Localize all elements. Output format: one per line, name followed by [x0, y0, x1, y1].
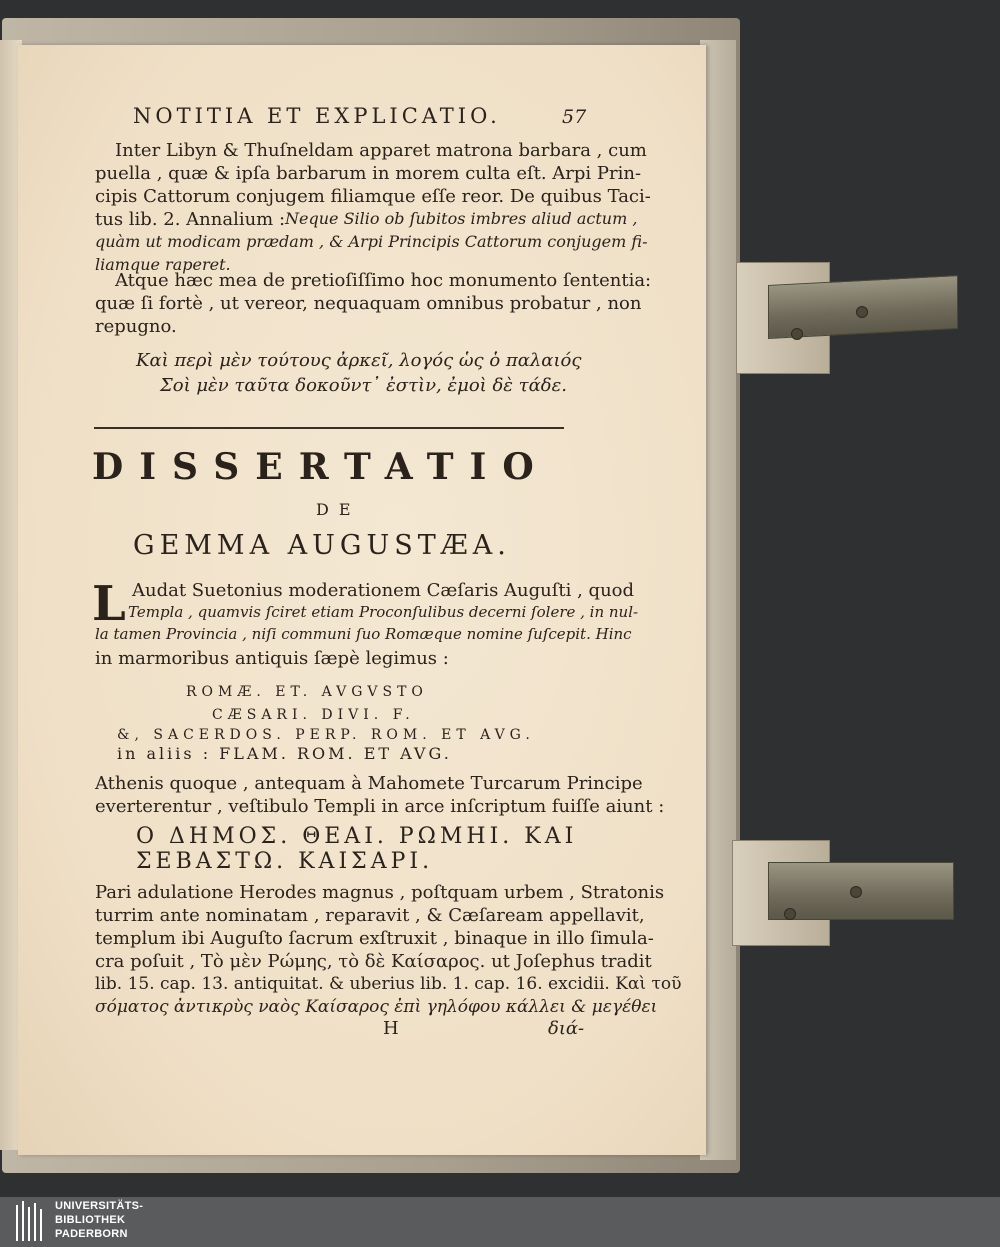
dissertation-subtitle: GEMMA AUGUSTÆA.	[133, 530, 511, 561]
greek-inscription-line: Ο ΔΗΜΟΣ. ΘΕΑΙ. ΡΩΜΗΙ. ΚΑΙ	[136, 824, 578, 849]
text-line: quæ ſi fortè , ut vereor, nequaquam omnibus probatur , non	[95, 293, 642, 314]
signature-mark: H	[383, 1018, 399, 1039]
text-line: Atque hæc mea de pretioſiſſimo hoc monumento ſententia:	[115, 270, 652, 291]
text-line-italic: Neque Silio ob ſubitos imbres aliud actum ,	[285, 209, 638, 228]
library-name-line2: BIBLIOTHEK	[55, 1214, 126, 1226]
text-line: turrim ante nominatam , reparavit , & Cæſaream appellavit,	[95, 905, 645, 926]
upper-clasp	[736, 262, 958, 372]
greek-verse-line: Σοὶ μὲν ταῦτα δοκοῦντ᾽ ἐστὶν, ἐμοὶ δὲ τάδε.	[160, 375, 568, 396]
text-line: cra poſuit , Τὸ μὲν Ρώμης, τὸ δὲ Καίσαρος. ut Joſephus tradit	[95, 951, 652, 972]
section-rule	[94, 427, 564, 429]
text-line: Audat Suetonius moderationem Cæſaris Auguſti , quod	[132, 580, 635, 601]
text-line: Inter Libyn & Thuſneldam apparet matrona barbara , cum	[115, 140, 647, 161]
text-line: Athenis quoque , antequam à Mahomete Turcarum Principe	[95, 773, 643, 794]
greek-verse-line: Καὶ περὶ μὲν τούτους ἀρκεῖ, λογός ὡς ὁ παλαιός	[136, 350, 582, 371]
text-line-italic: liamque raperet.	[95, 255, 231, 274]
text-line-italic: quàm ut modicam prædam , & Arpi Principis Cattorum conjugem fi-	[95, 232, 648, 251]
drop-cap: L	[92, 576, 126, 632]
library-name-line3: PADERBORN	[55, 1228, 128, 1240]
inscription-line: in aliis : FLAM. ROM. ET AVG.	[117, 744, 452, 763]
lower-clasp	[732, 840, 954, 946]
inscription-line: CÆSARI. DIVI. F.	[212, 707, 415, 723]
text-line-italic: la tamen Provincia , niſi communi ſuo Romæque nomine ſuſcepit. Hinc	[95, 625, 632, 643]
text-line-greek: σόματος ἀντικρὺς ναὸς Καίσαρος ἐπὶ γηλόφου κάλλει & μεγέθει	[95, 997, 658, 1017]
library-name-line1: UNIVERSITÄTS-	[55, 1200, 144, 1212]
text-line: repugno.	[95, 316, 177, 337]
text-line: puella , quæ & ipſa barbarum in morem culta eſt. Arpi Prin-	[95, 163, 642, 184]
inscription-line: ROMÆ. ET. AVGVSTO	[186, 684, 428, 700]
text-line: cipis Cattorum conjugem filiamque eſſe reor. De quibus Taci-	[95, 186, 651, 207]
text-line: Pari adulatione Herodes magnus , poſtquam urbem , Stratonis	[95, 882, 665, 903]
text-line-italic: Templa , quamvis ſciret etiam Proconſulibus decerni ſolere , in nul-	[128, 603, 639, 621]
library-footer	[0, 1197, 1000, 1247]
catchword: διά-	[548, 1018, 585, 1039]
greek-inscription-line: ΣΕΒΑΣΤΩ. ΚΑΙΣΑΡΙ.	[136, 849, 434, 874]
text-line: lib. 15. cap. 13. antiquitat. & uberius lib. 1. cap. 16. excidii. Καὶ τοῦ	[95, 974, 682, 994]
library-logo-icon	[14, 1201, 52, 1243]
text-line: in marmoribus antiquis ſæpè legimus :	[95, 648, 449, 669]
page-number: 57	[562, 106, 587, 128]
title-preposition: DE	[316, 500, 361, 519]
dissertation-title: DISSERTATIO	[92, 446, 550, 488]
inscription-line: &, SACERDOS. PERP. ROM. ET AVG.	[117, 727, 535, 743]
text-line: tus lib. 2. Annalium :	[95, 209, 286, 230]
running-head: NOTITIA ET EXPLICATIO.	[133, 104, 501, 128]
text-line: templum ibi Auguſto ſacrum exſtruxit , binaque in illo ſimula-	[95, 928, 654, 949]
text-line: everterentur , veſtibulo Templi in arce inſcriptum fuiſſe aiunt :	[95, 796, 665, 817]
